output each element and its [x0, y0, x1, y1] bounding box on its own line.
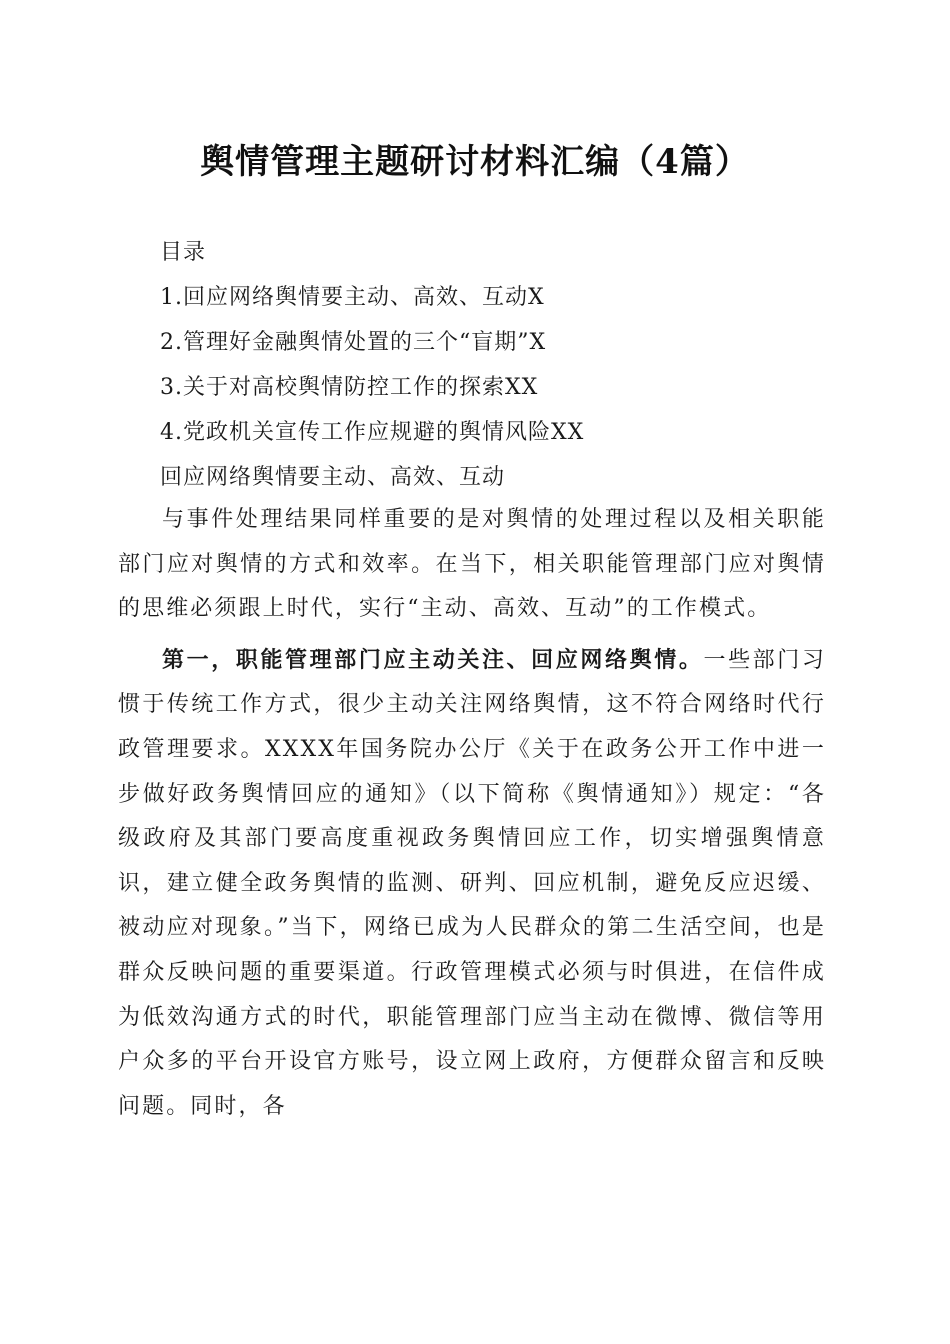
document-body	[118, 498, 826, 1135]
toc-heading: 目录	[160, 240, 207, 265]
paragraph-intro: 与事件处理结果同样重要的是对舆情的处理过程以及相关职能部门应对舆情的方式和效率。在当下，相关职能管理部门应对舆情的思维必须跟上时代，实行“主动、高效、互动”的工作模式。	[118, 507, 826, 622]
paragraph-first-point	[118, 638, 826, 1130]
toc-item-1: 1.回应网络舆情要主动、高效、互动X	[160, 285, 545, 310]
section-title: 回应网络舆情要主动、高效、互动	[160, 465, 506, 490]
paragraph-lead-bold: 第一，职能管理部门应主动关注、回应网络舆情。	[162, 646, 704, 673]
toc-item-2: 2.管理好金融舆情处置的三个“盲期”X	[160, 330, 547, 355]
toc-item-3: 3.关于对高校舆情防控工作的探索XX	[160, 375, 539, 400]
toc-item-4: 4.党政机关宣传工作应规避的舆情风险XX	[160, 420, 585, 445]
paragraph-rest: 一些部门习惯于传统工作方式，很少主动关注网络舆情，这不符合网络时代行政管理要求。XXXX年国务院办公厅《关于在政务公开工作中进一步做好政务舆情回应的通知》（以下简称《舆情通知》）规定：“各级政府及其部门要高度重视政务舆情回应工作，切实增强舆情意识，建立健全政务舆情的监测、研判、回应机制，避免反应迟缓、被动应对现象。”当下，网络已成为人民群众的第二生活空间，也是群众反映问题的重要渠道。行政管理模式必须与时俱进，在信件成为低效沟通方式的时代，职能管理部门应当主动在微博、微信等用户众多的平台开设官方账号，设立网上政府，方便群众留言和反映问题。同时，各	[118, 647, 826, 1119]
document-title: 舆情管理主题研讨材料汇编（4篇）	[200, 142, 750, 182]
table-of-contents	[160, 230, 860, 500]
